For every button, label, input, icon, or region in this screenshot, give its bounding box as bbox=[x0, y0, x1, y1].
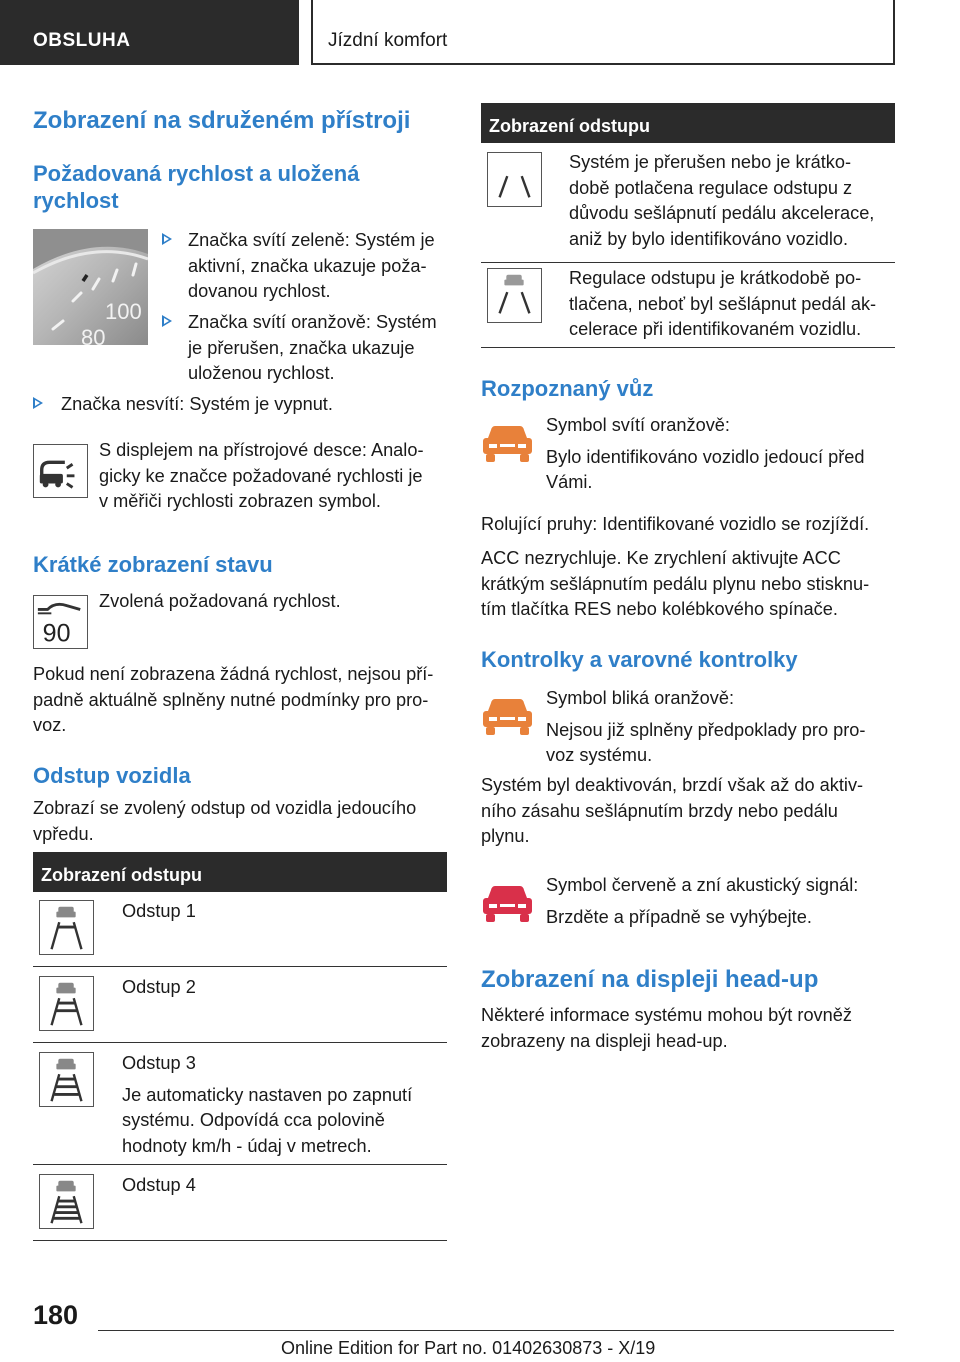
row-divider bbox=[33, 1240, 447, 1241]
bullet-line: aktivní, značka ukazuje poža- bbox=[188, 255, 427, 276]
vehicle-red-warning-icon bbox=[481, 880, 534, 926]
row-divider bbox=[481, 347, 895, 348]
text-line: Bylo identifikováno vozidlo jedoucí před bbox=[546, 446, 865, 467]
row-divider bbox=[33, 1164, 447, 1165]
text-line: Vámi. bbox=[546, 472, 593, 492]
text-line: zobrazeny na displeji head-up. bbox=[481, 1030, 728, 1051]
no-speed-paragraph bbox=[33, 662, 453, 739]
display-paragraph bbox=[99, 438, 459, 515]
text-line: Pokud není zobrazena žádná rychlost, nejsou pří- bbox=[33, 664, 434, 684]
triangle-bullet-icon bbox=[162, 315, 172, 327]
distance-3-icon bbox=[39, 1052, 94, 1107]
bullet-item bbox=[33, 392, 453, 418]
hud-paragraph bbox=[481, 1003, 901, 1054]
red-warning-text bbox=[546, 873, 896, 930]
bullet-item bbox=[162, 228, 452, 305]
acc-paragraph bbox=[481, 546, 901, 623]
text-line: v měřiči rychlosti zobrazen symbol. bbox=[99, 491, 381, 511]
row-divider bbox=[481, 262, 895, 263]
heading-line: Požadovaná rychlost a uložená bbox=[33, 161, 360, 186]
acc-symbol-icon bbox=[33, 444, 88, 498]
distance-2-icon bbox=[39, 976, 94, 1031]
acc-suppressed-icon bbox=[487, 268, 542, 323]
section-heading-detected: Rozpoznaný vůz bbox=[481, 376, 654, 401]
distance-4-icon bbox=[39, 1174, 94, 1229]
heading-line: rychlost bbox=[33, 188, 119, 213]
text-line: padně aktuálně splněny nutné podmínky pro pro- bbox=[33, 689, 429, 710]
distance-3-cell bbox=[122, 1051, 442, 1159]
distance-2-label: Odstup 2 bbox=[122, 977, 196, 997]
warn-text bbox=[546, 686, 896, 769]
text-line: vpředu. bbox=[33, 823, 94, 844]
triangle-bullet-icon bbox=[33, 397, 43, 409]
bullet-line: je přerušen, značka ukazuje bbox=[188, 337, 415, 358]
page-title: Zobrazení na sdruženém přístroji bbox=[33, 107, 411, 134]
text-line: Některé informace systému mohou být rovněž bbox=[481, 1005, 852, 1025]
text-line: Systém je přerušen nebo je krátko- bbox=[569, 152, 852, 172]
gauge-label-80: 80 bbox=[81, 325, 106, 345]
text-line: Zobrazí se zvolený odstup od vozidla jedoucího bbox=[33, 798, 417, 818]
triangle-bullet-icon bbox=[162, 233, 172, 245]
section-heading-short-status: Krátké zobrazení stavu bbox=[33, 552, 273, 577]
rolling-text: Rolující pruhy: Identifikované vozidlo se rozjíždí. bbox=[481, 514, 870, 534]
text-line: Regulace odstupu je krátkodobě po- bbox=[569, 268, 862, 288]
text-line: důvodu sešlápnutí pedálu akcelerace, bbox=[569, 203, 875, 223]
distance-1-label: Odstup 1 bbox=[122, 901, 196, 921]
text-line: Symbol bliká oranžově: bbox=[546, 688, 735, 708]
vehicle-blinking-orange-icon bbox=[481, 693, 534, 739]
section-label: OBSLUHA bbox=[33, 30, 131, 51]
text-line: době potlačena regulace odstupu z bbox=[569, 177, 853, 198]
bullet-item bbox=[162, 310, 452, 387]
text-line: plynu. bbox=[481, 826, 530, 846]
text-line: celerace při identifikovaném vozidlu. bbox=[569, 319, 862, 339]
bullet-line: Značka nesvítí: Systém je vypnut. bbox=[61, 394, 333, 414]
distance-4-label: Odstup 4 bbox=[122, 1175, 196, 1195]
acc-interrupted-icon bbox=[487, 152, 542, 207]
section-heading-warnings: Kontrolky a varovné kontrolky bbox=[481, 647, 798, 672]
row-divider bbox=[33, 1042, 447, 1043]
text-line: Systém byl deaktivován, brzdí však až do aktiv- bbox=[481, 775, 864, 795]
footer-divider bbox=[98, 1330, 894, 1331]
gauge-label-100: 100 bbox=[105, 299, 142, 324]
text-line: Symbol červeně a zní akustický signál: bbox=[546, 875, 859, 895]
table-header-label: Zobrazení odstupu bbox=[41, 865, 202, 885]
table-header bbox=[33, 852, 447, 892]
acc-interrupted-text bbox=[569, 150, 895, 252]
chapter-tab bbox=[311, 0, 895, 65]
row-divider bbox=[33, 966, 447, 967]
bullet-line: uloženou rychlost. bbox=[188, 363, 335, 383]
text-line: Symbol svítí oranžově: bbox=[546, 415, 730, 435]
speedometer-image bbox=[33, 229, 148, 345]
footer-edition: Online Edition for Part no. 01402630873 - X/19 bbox=[281, 1338, 656, 1358]
distance-paragraph bbox=[33, 796, 453, 847]
text-line: hodnoty km/h - údaj v metrech. bbox=[122, 1135, 372, 1156]
section-heading-distance: Odstup vozidla bbox=[33, 763, 191, 788]
distance-3-label: Odstup 3 bbox=[122, 1053, 196, 1073]
text-line: aniž by bylo identifikováno vozidlo. bbox=[569, 228, 849, 249]
text-line: S displejem na přístrojové desce: Analo- bbox=[99, 440, 424, 460]
deactivated-paragraph bbox=[481, 773, 901, 850]
text-line: ního zásahu sešlápnutím brzdy nebo pedálu bbox=[481, 800, 838, 821]
text-line: tím tlačítka RES nebo kolébkového spínače. bbox=[481, 599, 838, 619]
text-line: voz. bbox=[33, 715, 67, 735]
bullet-line: Značka svítí oranžově: Systém bbox=[188, 312, 437, 332]
text-line: Nejsou již splněny předpoklady pro pro- bbox=[546, 719, 866, 740]
table-header-label: Zobrazení odstupu bbox=[489, 116, 650, 136]
table-header bbox=[481, 103, 895, 143]
short-status-text: Zvolená požadovaná rychlost. bbox=[99, 591, 341, 611]
text-line: Je automaticky nastaven po zapnutí bbox=[122, 1084, 413, 1105]
text-line: voz systému. bbox=[546, 745, 653, 765]
set-speed-value: 90 bbox=[42, 619, 71, 648]
bullet-line: dovanou rychlost. bbox=[188, 281, 331, 301]
vehicle-detected-orange-icon bbox=[481, 420, 534, 466]
text-line: systému. Odpovídá cca polovině bbox=[122, 1110, 385, 1130]
text-line: ACC nezrychluje. Ke zrychlení aktivujte ACC bbox=[481, 548, 841, 568]
text-line: tlačena, neboť byl sešlápnut pedál ak- bbox=[569, 293, 877, 314]
detected-text bbox=[546, 413, 896, 496]
section-heading-hud: Zobrazení na displeji head-up bbox=[481, 966, 819, 993]
page-number: 180 bbox=[33, 1300, 79, 1330]
section-tab bbox=[0, 0, 299, 65]
chapter-label: Jízdní komfort bbox=[328, 30, 448, 51]
section-heading-speed bbox=[33, 160, 359, 214]
text-line: gicky ke značce požadované rychlosti je bbox=[99, 465, 423, 486]
set-speed-icon bbox=[33, 595, 88, 649]
distance-1-icon bbox=[39, 900, 94, 955]
text-line: Brzděte a případně se vyhýbejte. bbox=[546, 906, 812, 927]
text-line: krátkým sešlápnutím pedálu plynu nebo stisknu- bbox=[481, 573, 870, 594]
bullet-line: Značka svítí zeleně: Systém je bbox=[188, 230, 435, 250]
acc-suppressed-text bbox=[569, 266, 895, 343]
